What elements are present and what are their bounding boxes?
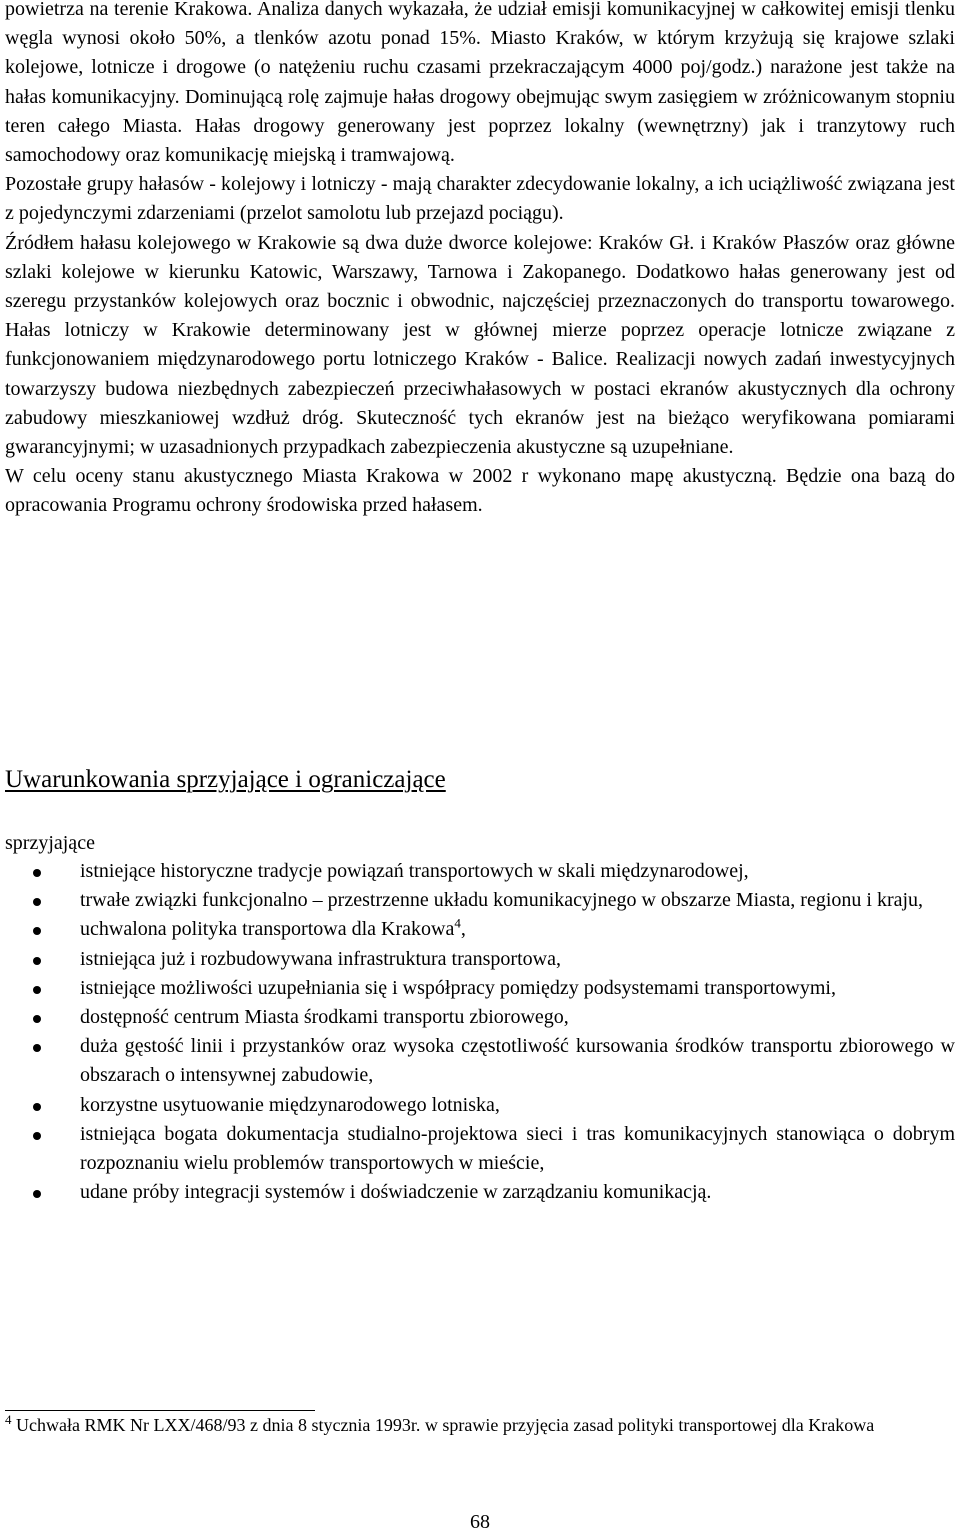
list-item-text: udane próby integracji systemów i doświadczenie w zarządzaniu komunikacją. — [80, 1181, 712, 1204]
document-page — [5, 0, 955, 521]
body-text — [5, 0, 955, 521]
list-item-text: istniejące możliwości uzupełniania się i współpracy pomiędzy podsystemami transportowymi, — [80, 976, 836, 999]
list-item-text: istniejąca już i rozbudowywana infrastruktura transportowa, — [80, 947, 561, 970]
list-item — [5, 1120, 955, 1178]
list-item-text-tail: , — [460, 918, 466, 941]
favorable-conditions-list — [5, 857, 955, 1207]
list-item — [5, 1003, 955, 1032]
section-subheading: sprzyjające — [5, 832, 95, 854]
paragraph-acoustic-map: W celu oceny stanu akustycznego Miasta Krakowa w 2002 r wykonano mapę akustyczną. Będzie ona bazą do opracowania Programu ochrony środowiska przed hałasem. — [5, 465, 955, 517]
list-item-text: korzystne usytuowanie międzynarodowego lotniska, — [80, 1093, 500, 1116]
paragraph-air-and-noise: powietrza na terenie Krakowa. Analiza danych wykazała, że udział emisji komunikacyjnej w całkowitej emisji tlenku węgla wynosi około 50%, a tlenków azotu ponad 15%. Miasto Kraków, w którym krzyżują się krajowe szlaki kolejowe, lotnicze i drogowe (o natężeniu ruchu czasami przekraczającym 4000 poj/godz.) narażone jest także na hałas komunikacyjny. Dominującą rolę zajmuje hałas drogowy obejmując swym zasięgiem w zróżnicowanym stopniu teren całego Miasta. Hałas drogowy generowany jest poprzez lokalny (wewnętrzny) jak i tranzytowy ruch samochodowy oraz komunikację miejską i tramwajową. — [5, 0, 955, 167]
bullet-icon — [33, 1044, 41, 1052]
list-item-text: duża gęstość linii i przystanków oraz wysoka częstotliwość kursowania środków transportu zbiorowego w obszarach o intensywnej zabudowie, — [80, 1035, 955, 1087]
page-number: 68 — [470, 1511, 490, 1533]
list-item-text: trwałe związki funkcjonalno – przestrzenne układu komunikacyjnego w obszarze Miasta, regionu i kraju, — [80, 889, 924, 912]
paragraph-rail-air-noise: Pozostałe grupy hałasów - kolejowy i lotniczy - mają charakter zdecydowanie lokalny, a ich uciążliwość związana jest z pojedynczymi zdarzeniami (przelot samolotu lub przejazd pociągu). — [5, 173, 955, 225]
bullet-icon — [33, 927, 41, 935]
footnote-reference: 4 — [454, 915, 461, 931]
list-item — [5, 915, 955, 944]
bullet-icon — [33, 1103, 41, 1111]
bullet-icon — [33, 1015, 41, 1023]
bullet-icon — [33, 986, 41, 994]
footnote-text: Uchwała RMK Nr LXX/468/93 z dnia 8 stycznia 1993r. w sprawie przyjęcia zasad polityki transportowej dla Krakowa — [11, 1415, 875, 1435]
footnote-separator — [5, 1410, 315, 1411]
footnote-number: 4 — [5, 1412, 12, 1427]
list-item — [5, 1091, 955, 1120]
bullet-icon — [33, 1132, 41, 1140]
list-item — [5, 857, 955, 886]
footnote — [5, 1412, 955, 1439]
bullet-icon — [33, 957, 41, 965]
list-item — [5, 886, 955, 915]
bullet-icon — [33, 898, 41, 906]
list-item-text: uchwalona polityka transportowa dla Krakowa — [80, 918, 455, 941]
list-item — [5, 974, 955, 1003]
list-item-text: istniejące historyczne tradycje powiązań transportowych w skali międzynarodowej, — [80, 860, 749, 882]
list-item — [5, 1032, 955, 1090]
list-item-text: istniejąca bogata dokumentacja studialno-projektowa sieci i tras komunikacyjnych stanowiąca o dobrym rozpoznaniu wielu problemów transportowych w mieście, — [80, 1122, 955, 1175]
bullet-icon — [33, 1190, 41, 1198]
bullet-icon — [33, 869, 41, 877]
list-item-text: dostępność centrum Miasta środkami transportu zbiorowego, — [80, 1006, 569, 1029]
paragraph-rail-noise-sources: Źródłem hałasu kolejowego w Krakowie są dwa duże dworce kolejowe: Kraków Gł. i Kraków Płaszów oraz główne szlaki kolejowe w kierunku Katowic, Warszawy, Tarnowa i Zakopanego. Dodatkowo hałas generowany jest od szeregu przystanków kolejowych oraz bocznic i obwodnic, najczęściej przeznaczonych do transportu towarowego. Hałas lotniczy w Krakowie determinowany jest w głównej mierze poprzez operacje lotnicze związane z funkcjonowaniem międzynarodowego portu lotniczego Kraków - Balice. Realizacji nowych zadań inwestycyjnych towarzyszy budowa niezbędnych zabezpieczeń przeciwhałasowych w postaci ekranów akustycznych dla ochrony zabudowy mieszkaniowej wzdłuż dróg. Skuteczność tych ekranów jest na bieżąco weryfikowana pomiarami gwarancyjnymi; w uzasadnionych przypadkach zabezpieczenia akustyczne są uzupełniane. — [5, 231, 955, 459]
list-item — [5, 1178, 955, 1207]
section-heading: Uwarunkowania sprzyjające i ograniczające — [5, 766, 446, 793]
list-item — [5, 945, 955, 974]
